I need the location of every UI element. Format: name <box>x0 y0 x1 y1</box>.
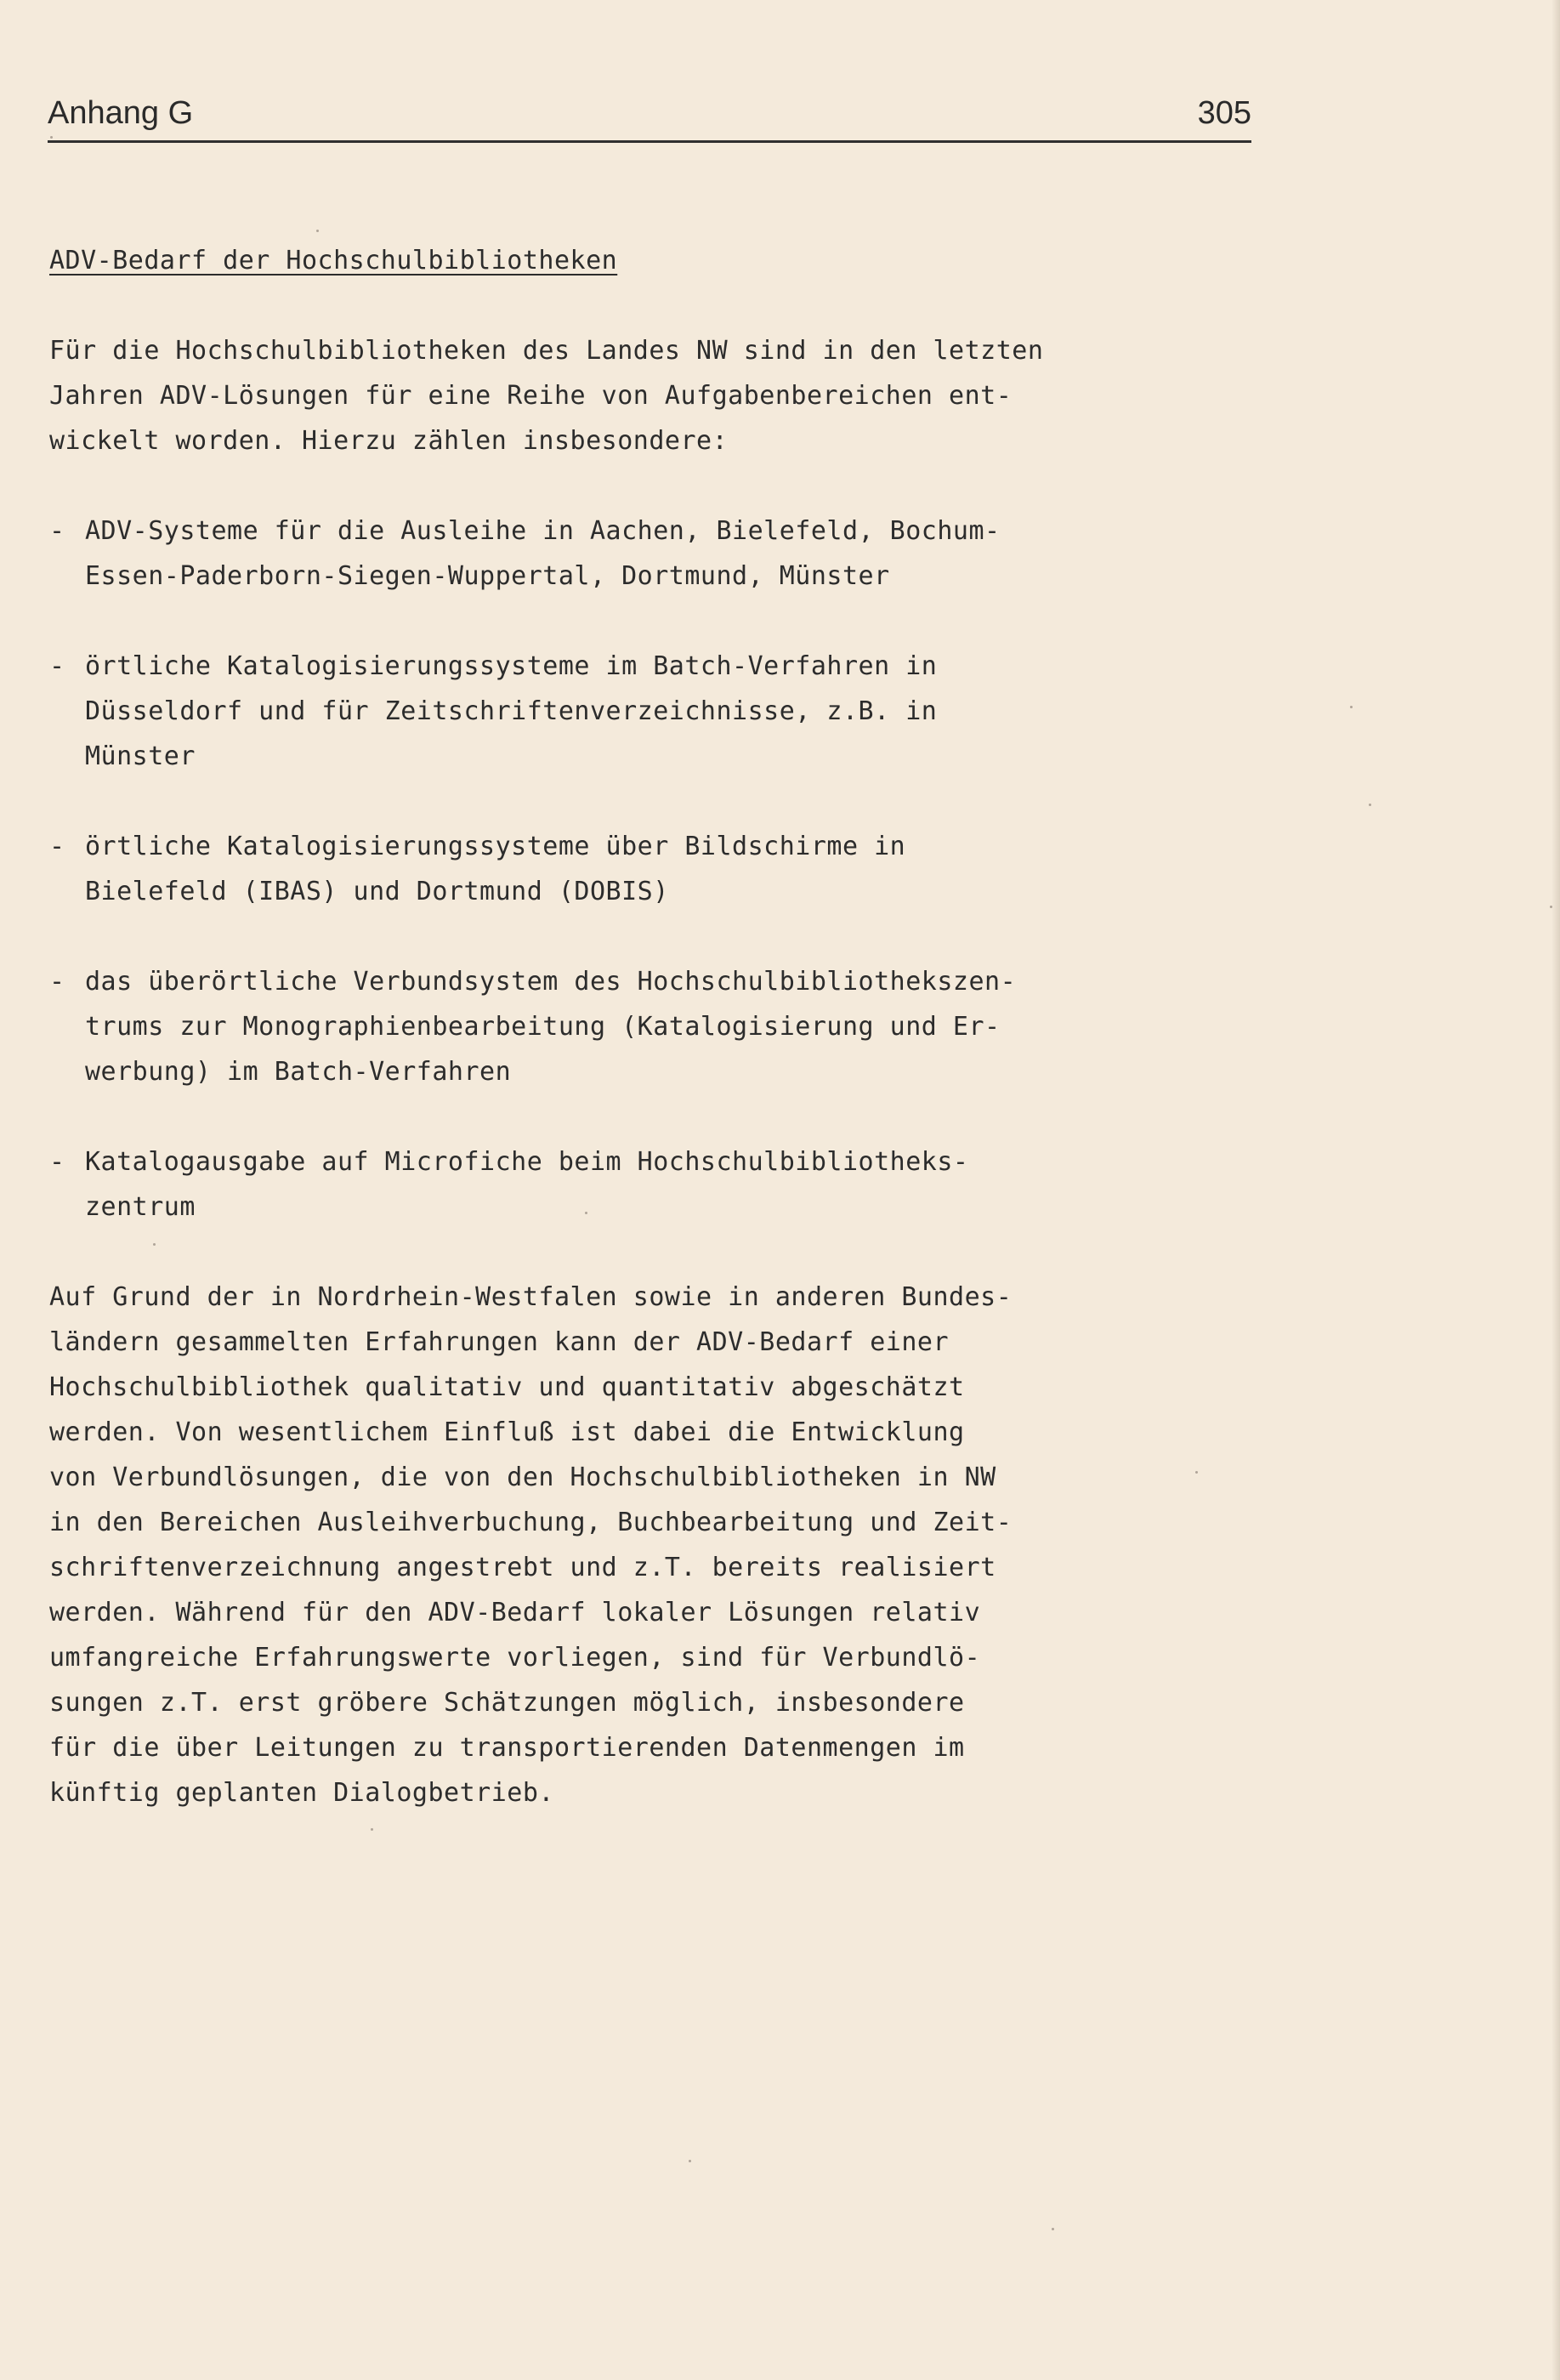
list-dash: - <box>49 832 65 861</box>
closing-paragraph <box>49 1275 1188 1815</box>
text-line: umfangreiche Erfahrungswerte vorliegen, sind für Verbundlö- <box>49 1643 981 1673</box>
text-line: Essen-Paderborn-Siegen-Wuppertal, Dortmund, Münster <box>85 561 890 591</box>
list-dash: - <box>49 651 65 681</box>
text-line: werden. Während für den ADV-Bedarf lokaler Lösungen relativ <box>49 1598 981 1627</box>
text-line: Für die Hochschulbibliotheken des Landes NW sind in den letzten <box>49 336 1044 366</box>
text-line: zentrum <box>85 1192 196 1222</box>
text-line: örtliche Katalogisierungssysteme im Batch-Verfahren in <box>85 651 938 681</box>
list-item <box>49 959 1188 1094</box>
text-line: Bielefeld (IBAS) und Dortmund (DOBIS) <box>85 877 669 906</box>
text-line: Jahren ADV-Lösungen für eine Reihe von Aufgabenbereichen ent- <box>49 381 1013 411</box>
text-line: werden. Von wesentlichem Einfluß ist dabei die Entwicklung <box>49 1417 965 1447</box>
paper-speck <box>1052 2228 1054 2230</box>
text-line: Münster <box>85 741 196 771</box>
text-line: das überörtliche Verbundsystem des Hochschulbibliothekszen- <box>85 967 1017 997</box>
paper-speck <box>689 2160 691 2162</box>
text-line: örtliche Katalogisierungssysteme über Bildschirme in <box>85 832 906 861</box>
intro-paragraph <box>49 328 1188 463</box>
page-edge-shadow <box>1551 0 1560 2380</box>
document-body <box>49 238 1188 1860</box>
text-line: schriftenverzeichnung angestrebt und z.T. bereits realisiert <box>49 1553 996 1582</box>
text-line: Katalogausgabe auf Microfiche beim Hochschulbibliotheks- <box>85 1147 969 1177</box>
list-item <box>49 644 1188 779</box>
text-line: wickelt worden. Hierzu zählen insbesondere: <box>49 426 729 456</box>
page-number: 305 <box>1197 95 1251 131</box>
section-label: Anhang G <box>48 95 194 131</box>
paper-speck <box>1195 1471 1198 1474</box>
text-line: für die über Leitungen zu transportierenden Datenmengen im <box>49 1733 965 1763</box>
page-header <box>48 88 1251 143</box>
header-rule <box>48 140 1251 143</box>
text-line: Hochschulbibliothek qualitativ und quantitativ abgeschätzt <box>49 1372 965 1402</box>
text-line: trums zur Monographienbearbeitung (Katalogisierung und Er- <box>85 1012 1001 1042</box>
text-line: ADV-Systeme für die Ausleihe in Aachen, Bielefeld, Bochum- <box>85 516 1001 546</box>
list-item <box>49 824 1188 914</box>
paper-speck <box>316 230 319 232</box>
text-line: künftig geplanten Dialogbetrieb. <box>49 1778 554 1808</box>
section-title: ADV-Bedarf der Hochschulbibliotheken <box>49 246 618 275</box>
list-dash: - <box>49 1147 65 1177</box>
text-line: Düsseldorf und für Zeitschriftenverzeichnisse, z.B. in <box>85 696 938 726</box>
text-line: werbung) im Batch-Verfahren <box>85 1057 512 1087</box>
paper-speck <box>1550 906 1552 908</box>
text-line: von Verbundlösungen, die von den Hochschulbibliotheken in NW <box>49 1463 996 1492</box>
list-dash: - <box>49 967 65 997</box>
paper-speck <box>1350 706 1353 708</box>
text-line: in den Bereichen Ausleihverbuchung, Buchbearbeitung und Zeit- <box>49 1508 1013 1537</box>
text-line: Auf Grund der in Nordrhein-Westfalen sowie in anderen Bundes- <box>49 1282 1013 1312</box>
text-line: ländern gesammelten Erfahrungen kann der ADV-Bedarf einer <box>49 1327 950 1357</box>
bullet-list <box>49 508 1188 1230</box>
paper-speck <box>1369 804 1371 806</box>
text-line: sungen z.T. erst gröbere Schätzungen möglich, insbesondere <box>49 1688 965 1718</box>
list-dash: - <box>49 516 65 546</box>
list-item <box>49 508 1188 599</box>
list-item <box>49 1139 1188 1230</box>
